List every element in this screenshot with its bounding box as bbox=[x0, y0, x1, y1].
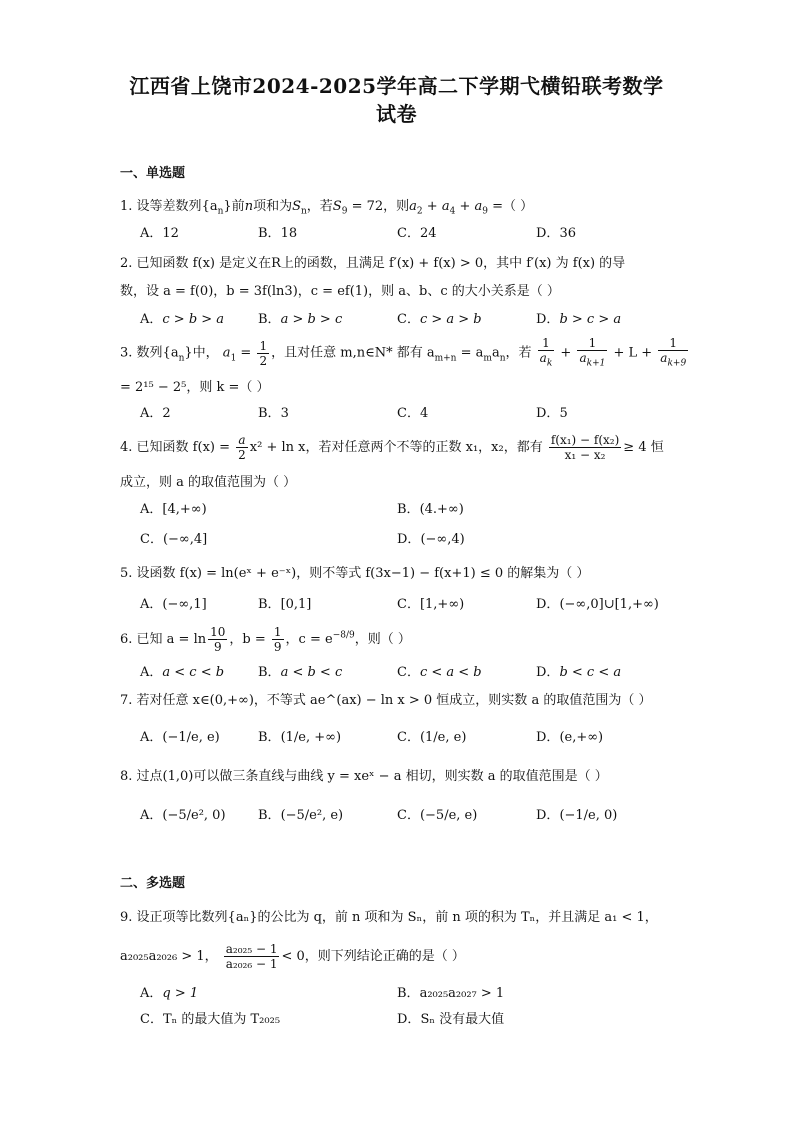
q8-option-b[interactable] bbox=[258, 804, 343, 823]
q3-option-a[interactable] bbox=[140, 402, 171, 421]
option-letter: B． bbox=[258, 730, 281, 745]
title-line-2: 试卷 bbox=[376, 102, 417, 126]
option-letter: D． bbox=[397, 1012, 421, 1027]
sub: n bbox=[217, 206, 224, 217]
q4-option-d[interactable] bbox=[397, 528, 465, 547]
question-1-stem bbox=[120, 195, 533, 217]
option-letter: D． bbox=[536, 406, 560, 421]
q4-option-b[interactable] bbox=[397, 498, 464, 517]
option-letter: C． bbox=[140, 1012, 163, 1027]
q9-option-b[interactable] bbox=[397, 982, 504, 1001]
option-letter: C． bbox=[397, 226, 420, 241]
option-letter: B． bbox=[258, 808, 281, 823]
option-text: q > 1 bbox=[162, 986, 199, 1001]
sub: 9 bbox=[482, 206, 488, 217]
text: ，若 bbox=[505, 345, 532, 361]
question-number: 2. bbox=[120, 256, 133, 271]
option-text: c > a > b bbox=[419, 312, 482, 327]
option-letter: D． bbox=[536, 808, 560, 823]
option-letter: D． bbox=[397, 532, 421, 547]
q1-option-b[interactable] bbox=[258, 222, 297, 241]
q2-option-a[interactable] bbox=[140, 308, 224, 327]
fraction: $\frac{1}{2}$ bbox=[259, 338, 268, 368]
sub: 2 bbox=[416, 206, 423, 217]
q2-option-c[interactable] bbox=[397, 308, 482, 327]
text: ，则 bbox=[383, 199, 410, 214]
option-text: (−5/e², e) bbox=[280, 808, 344, 823]
text: {a bbox=[201, 199, 218, 214]
option-text: (1/e, +∞) bbox=[280, 730, 342, 745]
stem-text: 设函数 f(x) = ln(eˣ + e⁻ˣ)，则不等式 f(3x−1) − f(x+1) ≤ 0 的解集为（ ） bbox=[136, 566, 590, 581]
question-5-stem bbox=[120, 562, 589, 581]
question-number: 7. bbox=[120, 693, 133, 708]
option-letter: C． bbox=[397, 312, 420, 327]
option-letter: B． bbox=[258, 406, 281, 421]
option-text: 18 bbox=[280, 226, 298, 241]
q7-option-d[interactable] bbox=[536, 726, 603, 745]
stem-text: 过点(1,0)可以做三条直线与曲线 y = xeˣ − a 相切，则实数 a 的取值范围是（ ） bbox=[136, 769, 608, 784]
question-number: 5. bbox=[120, 566, 133, 581]
option-letter: A． bbox=[140, 808, 163, 823]
option-text: 5 bbox=[559, 406, 568, 421]
sub: 4 bbox=[449, 206, 456, 217]
text: a₂₀₂₅a₂₀₂₆ > 1， bbox=[120, 949, 218, 964]
q1-option-d[interactable] bbox=[536, 222, 576, 241]
option-letter: D． bbox=[536, 312, 560, 327]
option-text: Sₙ 没有最大值 bbox=[420, 1012, 505, 1027]
title-line-1: 江西省上饶市2024-2025学年高二下学期弋横铅联考数学 bbox=[129, 74, 664, 98]
text: } bbox=[223, 199, 232, 214]
question-8-stem bbox=[120, 765, 608, 784]
option-text: 12 bbox=[162, 226, 179, 241]
var: n bbox=[244, 199, 254, 214]
stem-text: 已知函数 f(x) 是定义在R上的函数，且满足 f′(x) + f(x) > 0，其中 f′(x) 为 f(x) 的导 bbox=[136, 256, 626, 271]
option-letter: A． bbox=[140, 502, 163, 517]
text: a bbox=[491, 345, 500, 361]
sub: n bbox=[300, 206, 307, 217]
q6-option-a[interactable] bbox=[140, 661, 224, 680]
text: 已知函数 f(x) = bbox=[136, 440, 230, 455]
option-text: (4.+∞) bbox=[419, 502, 464, 517]
text: 已知 a = ln bbox=[136, 632, 207, 647]
question-3-stem-line-1: 3. 数列$\{a_n\}$中， $a_1$ = $\frac{1}{2}$ ，且对任意 m,n∈N* 都有 $a_{m+n} = a_ma_n$，若 $\frac{1}{a_k}$ + $\frac{1}{a_{k+1}}$ + L + $\frac{1}{a_{k+9}}$ bbox=[120, 336, 687, 369]
question-3-stem-line-2: = 2¹⁵ − 2⁵，则 k =（ ） bbox=[120, 380, 270, 395]
text: ，且对任意 m,n∈N* 都有 a bbox=[271, 345, 435, 361]
option-letter: C． bbox=[397, 406, 420, 421]
option-text: a₂₀₂₅a₂₀₂₇ > 1 bbox=[419, 986, 505, 1001]
stem-text: 设正项等比数列{aₙ}的公比为 q，前 n 项和为 Sₙ，前 n 项的积为 Tₙ，并且满足 a₁ < 1， bbox=[136, 910, 658, 925]
frac-den: x₁ − x₂ bbox=[564, 448, 606, 462]
option-text: 3 bbox=[280, 406, 289, 421]
option-text: a < b < c bbox=[280, 665, 343, 680]
text: < 0，则下列结论正确的是（ ） bbox=[281, 949, 465, 964]
question-4-stem-line-2: 成立，则 a 的取值范围为（ ） bbox=[120, 475, 297, 490]
q2-option-b[interactable] bbox=[258, 308, 342, 327]
option-letter: B． bbox=[258, 597, 281, 612]
var: a bbox=[222, 345, 231, 361]
q4-option-a[interactable] bbox=[140, 498, 207, 517]
text: ，若 bbox=[306, 199, 333, 214]
section-single-choice: 一、单选题 bbox=[120, 166, 186, 181]
option-letter: D． bbox=[536, 597, 560, 612]
text: （ ） bbox=[503, 199, 534, 214]
text: 数列{a bbox=[136, 345, 179, 361]
frac-num: f(x₁) − f(x₂) bbox=[550, 433, 620, 447]
fraction bbox=[224, 942, 280, 971]
var: S bbox=[292, 199, 301, 214]
q3-option-b[interactable] bbox=[258, 402, 289, 421]
sup: −8/9 bbox=[332, 630, 355, 641]
option-text: (−∞,0]∪[1,+∞) bbox=[559, 597, 659, 612]
text: ≥ 4 恒 bbox=[623, 440, 664, 455]
q6-option-b[interactable] bbox=[258, 661, 342, 680]
option-text: 24 bbox=[419, 226, 437, 241]
question-7-stem bbox=[120, 689, 651, 708]
section-multiple-choice: 二、多选题 bbox=[120, 876, 186, 891]
option-text: (−1/e, 0) bbox=[559, 808, 618, 823]
option-text: [1,+∞) bbox=[419, 597, 465, 612]
q7-option-b[interactable] bbox=[258, 726, 341, 745]
option-letter: C． bbox=[397, 665, 420, 680]
option-text: [0,1] bbox=[280, 597, 312, 612]
question-2-stem-line-2: 数，设 a = f(0)，b = 3f(ln3)，c = ef(1)，则 a、b、c 的大小关系是（ ） bbox=[120, 284, 560, 299]
sub: n bbox=[178, 353, 185, 364]
option-letter: B． bbox=[397, 986, 420, 1001]
q8-option-d[interactable] bbox=[536, 804, 617, 823]
text: 前 bbox=[231, 199, 245, 214]
q8-option-c[interactable] bbox=[397, 804, 477, 823]
q5-option-d[interactable] bbox=[536, 593, 659, 612]
option-text: (−∞,1] bbox=[162, 597, 207, 612]
option-letter: A． bbox=[140, 312, 163, 327]
option-text: [4,+∞) bbox=[162, 502, 207, 517]
option-text: b > c > a bbox=[559, 312, 622, 327]
option-letter: A． bbox=[140, 406, 163, 421]
fraction: $\frac{1}{a_{k+9}}$ bbox=[660, 336, 687, 369]
option-letter: D． bbox=[536, 226, 560, 241]
q9-option-c[interactable] bbox=[140, 1008, 280, 1027]
text: x² + ln x，若对任意两个不等的正数 x₁，x₂，都有 bbox=[249, 440, 543, 455]
option-letter: C． bbox=[397, 808, 420, 823]
q7-option-a[interactable] bbox=[140, 726, 220, 745]
option-text: (1/e, e) bbox=[419, 730, 467, 745]
q7-option-c[interactable] bbox=[397, 726, 466, 745]
q8-option-a[interactable] bbox=[140, 804, 226, 823]
option-letter: B． bbox=[397, 502, 420, 517]
option-letter: B． bbox=[258, 226, 281, 241]
text: = 72 bbox=[347, 199, 384, 214]
question-9-stem-line-1 bbox=[120, 906, 658, 925]
fraction: $\frac{1}{a_{k+1}}$ bbox=[579, 336, 606, 369]
fraction: $\frac{1}{9}$ bbox=[273, 625, 282, 654]
option-letter: C． bbox=[397, 597, 420, 612]
option-letter: C． bbox=[140, 532, 163, 547]
text: ，则（ ） bbox=[354, 632, 411, 647]
fraction: $\frac{a}{2}$ bbox=[238, 433, 246, 462]
question-number: 1. bbox=[120, 199, 133, 214]
option-text: a > b > c bbox=[280, 312, 343, 327]
frac-num: a₂₀₂₅ − 1 bbox=[225, 942, 278, 956]
fraction: $\frac{1}{a_k}$ bbox=[539, 336, 553, 369]
text: = a bbox=[456, 345, 484, 361]
option-letter: A． bbox=[140, 226, 163, 241]
option-letter: A． bbox=[140, 665, 163, 680]
option-letter: A． bbox=[140, 597, 163, 612]
text: }中， bbox=[184, 345, 219, 361]
frac-den: a₂₀₂₆ − 1 bbox=[225, 957, 278, 971]
q9-option-d[interactable] bbox=[397, 1008, 504, 1027]
question-number: 9. bbox=[120, 910, 133, 925]
option-text: 4 bbox=[419, 406, 429, 421]
option-letter: D． bbox=[536, 665, 560, 680]
question-number: 8. bbox=[120, 769, 133, 784]
option-text: a < c < b bbox=[162, 665, 225, 680]
option-text: (−∞,4] bbox=[162, 532, 208, 547]
q2-option-d[interactable] bbox=[536, 308, 621, 327]
option-letter: D． bbox=[536, 730, 560, 745]
var: a bbox=[474, 199, 483, 214]
option-letter: A． bbox=[140, 730, 163, 745]
question-4-stem-line-1 bbox=[120, 433, 664, 462]
option-text: c > b > a bbox=[162, 312, 225, 327]
question-number: 6. bbox=[120, 632, 133, 647]
option-text: (−5/e, e) bbox=[419, 808, 478, 823]
var: a bbox=[441, 199, 450, 214]
q5-option-b[interactable] bbox=[258, 593, 311, 612]
option-text: (e,+∞) bbox=[559, 730, 604, 745]
q5-option-a[interactable] bbox=[140, 593, 207, 612]
option-text: 2 bbox=[162, 406, 171, 421]
text: 设等差数列 bbox=[136, 199, 202, 214]
question-9-stem-line-2 bbox=[120, 942, 465, 971]
sub: m+n bbox=[434, 353, 457, 364]
sub: 1 bbox=[230, 353, 237, 364]
text: + bbox=[455, 199, 475, 214]
q1-option-a[interactable] bbox=[140, 222, 179, 241]
fraction bbox=[549, 433, 621, 462]
text: ，b = bbox=[229, 632, 266, 647]
var: a bbox=[409, 199, 417, 214]
text: 项和为 bbox=[253, 199, 293, 214]
option-text: Tₙ 的最大值为 T₂₀₂₅ bbox=[162, 1012, 281, 1027]
sub: m bbox=[483, 353, 492, 364]
option-letter: B． bbox=[258, 665, 281, 680]
text: ，c = e bbox=[285, 632, 333, 647]
option-text: c < a < b bbox=[419, 665, 482, 680]
option-letter: A． bbox=[140, 986, 163, 1001]
option-text: 36 bbox=[559, 226, 576, 241]
q1-option-c[interactable] bbox=[397, 222, 437, 241]
q5-option-c[interactable] bbox=[397, 593, 464, 612]
option-text: (−1/e, e) bbox=[162, 730, 220, 745]
option-letter: C． bbox=[397, 730, 420, 745]
q6-option-c[interactable] bbox=[397, 661, 482, 680]
text: = bbox=[488, 199, 504, 214]
question-number: 3. bbox=[120, 345, 133, 361]
question-number: 4. bbox=[120, 440, 133, 455]
option-text: (−5/e², 0) bbox=[162, 808, 226, 823]
option-text: b < c < a bbox=[559, 665, 622, 680]
option-text: (−∞,4) bbox=[420, 532, 465, 547]
question-2-stem-line-1 bbox=[120, 252, 625, 271]
sub: n bbox=[499, 353, 506, 364]
q4-option-c[interactable] bbox=[140, 528, 207, 547]
q3-option-d[interactable] bbox=[536, 402, 568, 421]
fraction: $\frac{10}{9}$ bbox=[210, 625, 226, 654]
q6-option-d[interactable] bbox=[536, 661, 621, 680]
question-6-stem bbox=[120, 625, 411, 654]
option-letter: B． bbox=[258, 312, 281, 327]
q3-option-c[interactable] bbox=[397, 402, 428, 421]
q9-option-a[interactable] bbox=[140, 982, 198, 1001]
stem-text: 若对任意 x∈(0,+∞)，不等式 ae^(ax) − ln x > 0 恒成立，则实数 a 的取值范围为（ ） bbox=[136, 693, 652, 708]
var: S bbox=[332, 199, 342, 214]
text: + bbox=[422, 199, 442, 214]
sub: 9 bbox=[341, 206, 348, 217]
